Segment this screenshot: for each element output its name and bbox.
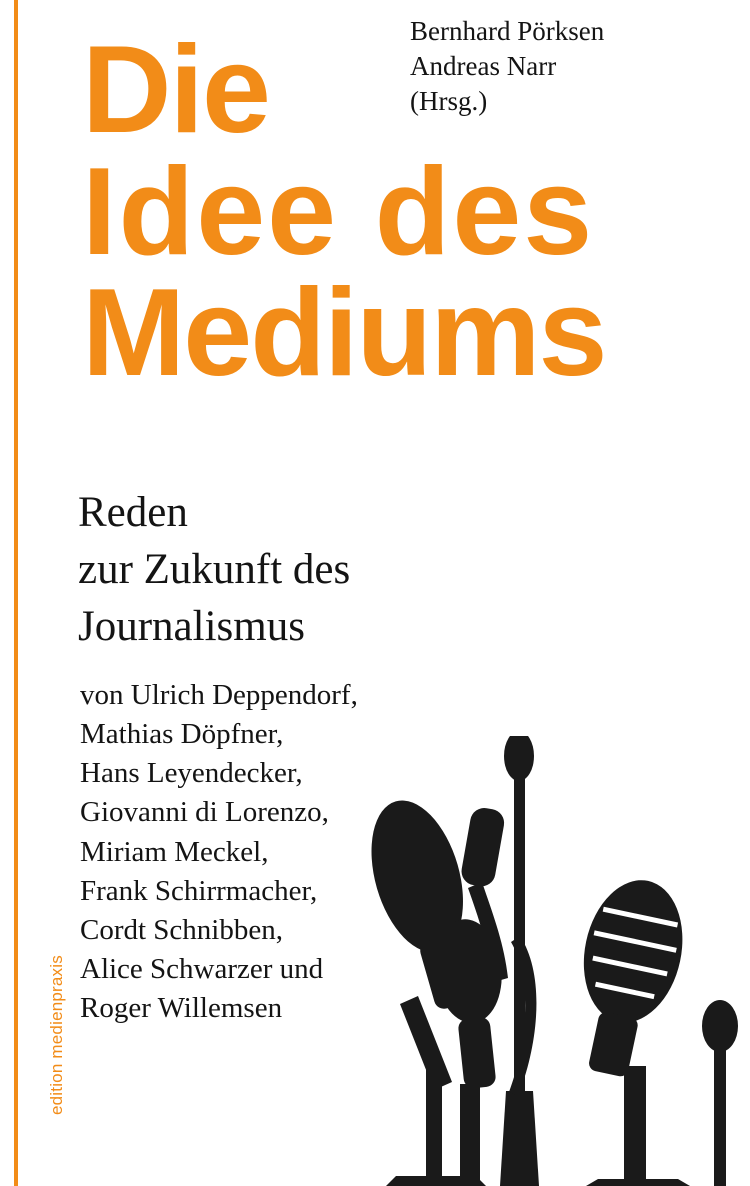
contributor-line-2: Mathias Döpfner, [80,718,284,751]
subtitle-line-2: zur Zukunft des [78,545,351,593]
editors-role: (Hrsg.) [410,86,488,117]
book-title [82,21,722,403]
contributor-line-4: Giovanni di Lorenzo, [80,796,329,829]
contributor-line-9: Roger Willemsen [80,992,283,1025]
book-subtitle [78,485,638,655]
subtitle-line-3: Journalismus [78,602,305,650]
title-line-3: Mediums [82,264,606,403]
contributor-line-7: Cordt Schnibben, [80,913,283,946]
contributor-line-5: Miriam Meckel, [80,835,269,868]
editor-name-2: Andreas Narr [410,51,557,82]
subtitle-line-1: Reden [78,489,188,536]
imprint-label: edition medienpraxis [47,955,66,1115]
spine-rule [14,0,18,1186]
contributor-line-3: Hans Leyendecker, [80,757,303,790]
contributors-list [80,676,500,1028]
contributor-line-6: Frank Schirrmacher, [80,874,318,907]
contributor-line-8: Alice Schwarzer und [80,952,324,985]
contributor-line-1: von Ulrich Deppendorf, [80,679,358,711]
title-line-2: Idee des [82,142,595,281]
title-line-1: Die [82,21,269,159]
editor-name-1: Bernhard Pörksen [410,16,605,46]
